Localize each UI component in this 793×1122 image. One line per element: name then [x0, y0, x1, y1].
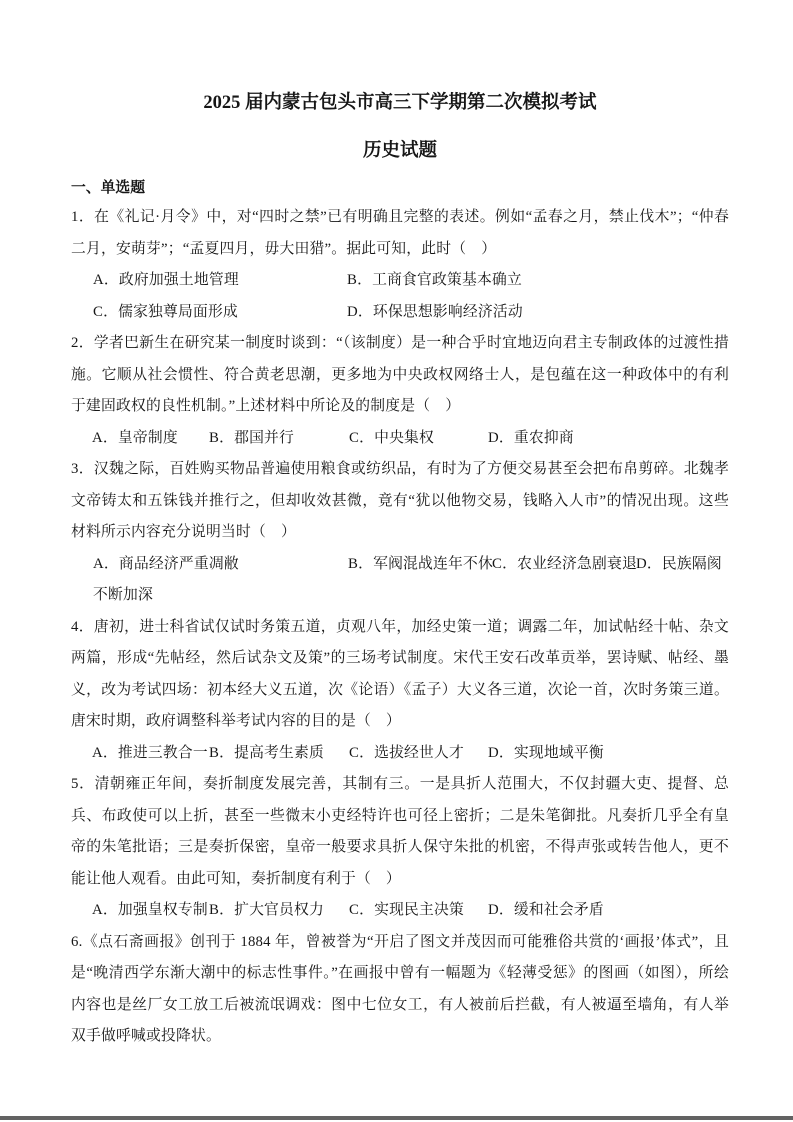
question-stem: 3．汉魏之际，百姓购买物品普遍使用粮食或纺织品，有时为了方便交易甚至会把布帛剪碎。北魏孝文帝铸太和五铢钱并推行之，但却收效甚微，竟有“犹以他物交易，钱略入人市”的情况出现。这些材料所示内容充分说明当时（ ） — [71, 461, 729, 540]
exam-title: 2025 届内蒙古包头市高三下学期第二次模拟考试 — [203, 93, 597, 113]
option-a: A．加强皇权专制 — [92, 902, 208, 918]
option-a: A．政府加强土地管理 — [93, 272, 239, 288]
question-options-row — [71, 265, 729, 297]
question-stem: 4．唐初，进士科省试仅试时务策五道，贞观八年，加经史策一道；调露二年，加试帖经十帖、杂文两篇，形成“先帖经，然后试杂文及策”的三场考试制度。宋代王安石改革贡举，罢诗赋、帖经、墨义，改为考试四场：初本经大义五道，次《论语）《孟子）大义各三道，次论一首，次时务策三道。唐宋时期，政府调整科举考试内容的目的是（ ） — [71, 618, 729, 729]
option-b: B．郡国并行 — [209, 429, 295, 446]
question-2 — [71, 328, 729, 454]
option-d: D．重农抑商 — [488, 429, 574, 446]
question-stem: 1．在《礼记·月令》中，对“四时之禁”已有明确且完整的表述。例如“孟春之月，禁止伐木”；“仲春二月，安萌芽”；“孟夏四月，毋大田猎”。据此可知，此时（ ） — [71, 209, 729, 257]
option-a: A．商品经济严重凋敝 — [93, 555, 239, 572]
option-b: B．军阀混战连年不休 — [348, 555, 494, 572]
question-5 — [71, 769, 729, 927]
question-options-row — [71, 738, 729, 770]
question-6 — [71, 927, 729, 1053]
section-heading: 一、单选题 — [71, 180, 145, 196]
option-b: B．工商食官政策基本确立 — [347, 272, 523, 288]
question-4 — [71, 612, 729, 770]
question-options-row — [71, 895, 729, 927]
question-3 — [71, 454, 729, 612]
option-d: D．实现地域平衡 — [488, 744, 604, 761]
option-a: A．推进三教合一 — [92, 744, 208, 761]
exam-subtitle: 历史试题 — [362, 141, 437, 161]
question-options-row — [71, 549, 729, 612]
question-options-row — [71, 297, 729, 329]
option-a: A．皇帝制度 — [92, 429, 178, 446]
question-stem: 6.《点石斋画报》创刊于 1884 年，曾被誉为“开启了图文并茂因而可能雅俗共赏的‘画报’体式”，且是“晚清西学东渐大潮中的标志性事件。”在画报中曾有一幅题为《轻薄受惩》的图画（如图），所绘内容也是丝厂女工放工后被流氓调戏：图中七位女工，有人被前后拦截，有人被逼至墙角，有人举双手做呼喊或投降状。 — [71, 933, 729, 1044]
option-c: C．实现民主决策 — [349, 902, 465, 918]
option-c: C．中央集权 — [349, 429, 435, 446]
option-d: D．民族隔阂不断加深 — [93, 555, 722, 603]
question-options-row — [71, 423, 729, 455]
option-d: D．环保思想影响经济活动 — [347, 303, 523, 320]
option-d: D．缓和社会矛盾 — [488, 902, 604, 918]
option-b: B．扩大官员权力 — [209, 902, 325, 918]
option-b: B．提高考生素质 — [209, 744, 325, 761]
question-stem: 5．清朝雍正年间，奏折制度发展完善，其制有三。一是具折人范围大，不仅封疆大吏、提督、总兵、布政使可以上折，甚至一些微末小吏经特许也可径上密折；二是朱笔御批。凡奏折几乎全有皇帝的朱笔批语；三是奏折保密，皇帝一般要求具折人保守朱批的机密，不得声张或转告他人，更不能让他人观看。由此可知，奏折制度有利于（ ） — [71, 776, 729, 887]
question-1 — [71, 202, 729, 328]
option-c: C．儒家独尊局面形成 — [93, 303, 239, 320]
option-c: C．农业经济急剧衰退 — [492, 555, 638, 572]
option-c: C．选拔经世人才 — [349, 744, 465, 761]
page-bottom-edge — [0, 1116, 793, 1120]
question-stem: 2．学者巴新生在研究某一制度时谈到：“（该制度）是一种合乎时宜地迈向君主专制政体的过渡性措施。它顺从社会惯性、符合黄老思潮，更多地为中央政权网络士人，是包蕴在这一种政体中的有利于建固政权的良性机制。”上述材料中所论及的制度是（ ） — [71, 335, 729, 414]
